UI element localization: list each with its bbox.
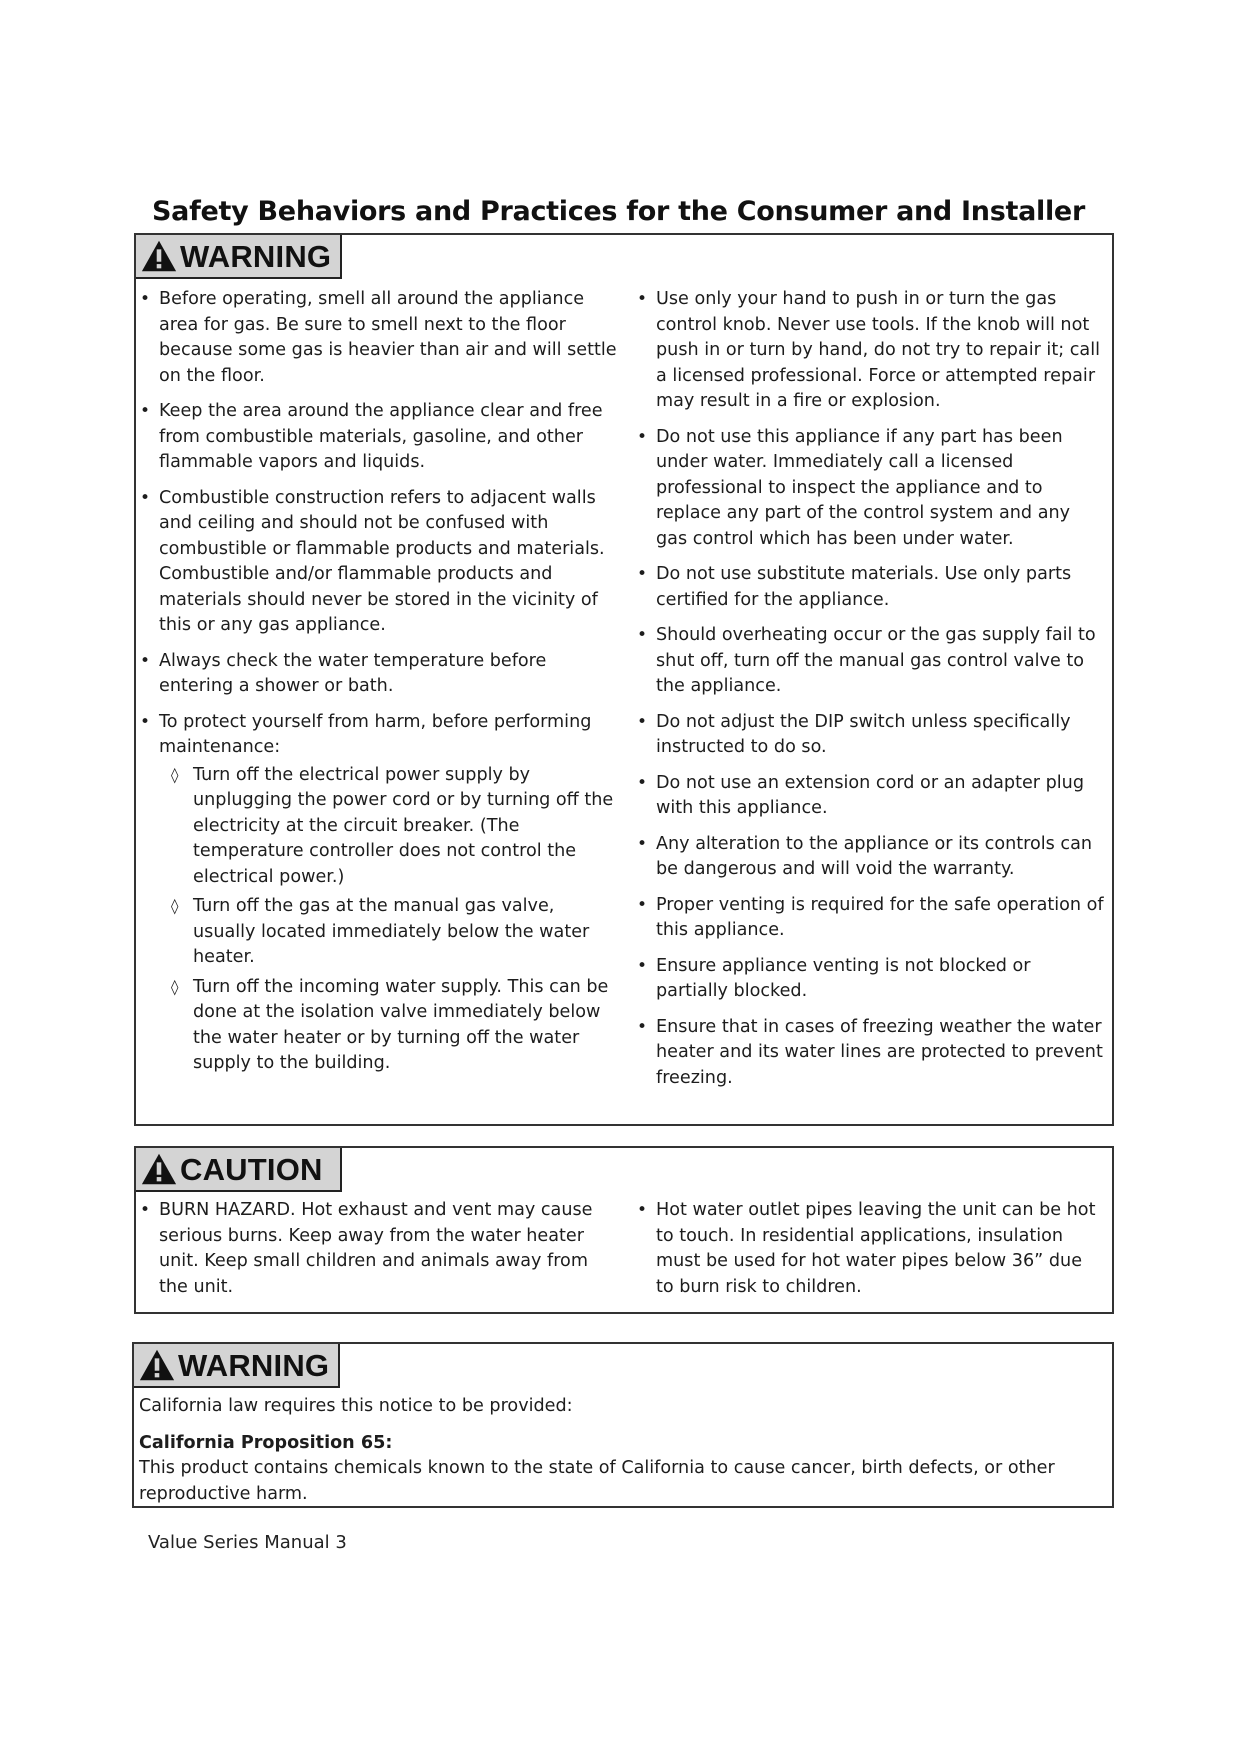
list-item: • Do not use an extension cord or an adapter plug with this appliance. (633, 771, 1105, 822)
sub-list-item: ◊ Turn off the electrical power supply by unplugging the power cord or by turning off the electricity at the circuit breaker. (The temperature controller does not control the electrical power.) (159, 763, 621, 891)
list-item: • Any alteration to the appliance or its controls can be dangerous and will void the warranty. (633, 832, 1105, 883)
list-item: • Use only your hand to push in or turn the gas control knob. Never use tools. If the knob will not push in or turn by hand, do not try to repair it; call a licensed professional. Force or attempted repair may result in a fire or explosion. (633, 287, 1105, 415)
prop65-box (132, 1342, 1114, 1508)
caution-triangle-icon (140, 1151, 178, 1187)
prop65-body: This product contains chemicals known to the state of California to cause cancer, birth defects, or other reproductive harm. (139, 1458, 1055, 1504)
page-footer: Value Series Manual 3 (148, 1532, 347, 1553)
prop65-heading: California Proposition 65: (139, 1432, 393, 1453)
list-item: • Before operating, smell all around the appliance area for gas. Be sure to smell next to the floor because some gas is heavier than air and will settle on the floor. (136, 287, 621, 389)
list-item: • Ensure appliance venting is not blocked or partially blocked. (633, 954, 1105, 1005)
caution-box (134, 1146, 1114, 1314)
caution-header (136, 1148, 342, 1192)
warning-triangle-icon (140, 238, 178, 274)
prop65-content (139, 1394, 1094, 1507)
list-item: • Do not use substitute materials. Use only parts certified for the appliance. (633, 562, 1105, 613)
list-item: • Always check the water temperature before entering a shower or bath. (136, 649, 621, 700)
warning-left-column (136, 287, 621, 1087)
page-title: Safety Behaviors and Practices for the Consumer and Installer (152, 196, 1085, 227)
list-item: • BURN HAZARD. Hot exhaust and vent may cause serious burns. Keep away from the water heater unit. Keep small children and animals away from the unit. (136, 1198, 606, 1300)
list-item: • Combustible construction refers to adjacent walls and ceiling and should not be confused with combustible or flammable products and materials. Combustible and/or flammable products and materials should never be stored in the vicinity of this or any gas appliance. (136, 486, 621, 639)
prop65-signal-word: WARNING (178, 1347, 330, 1383)
caution-signal-word: CAUTION (180, 1151, 323, 1187)
warning-header (136, 235, 342, 279)
list-item (136, 710, 621, 1077)
warning-right-column (633, 287, 1105, 1101)
prop65-intro: California law requires this notice to be provided: (139, 1396, 573, 1416)
sub-list-item: ◊ Turn off the gas at the manual gas valve, usually located immediately below the water heater. (159, 894, 621, 971)
list-item: • Proper venting is required for the safe operation of this appliance. (633, 893, 1105, 944)
prop65-header (134, 1344, 340, 1388)
list-item: • Keep the area around the appliance clear and free from combustible materials, gasoline, and other flammable vapors and liquids. (136, 399, 621, 476)
list-item: • Do not use this appliance if any part has been under water. Immediately call a licensed professional to inspect the appliance and to replace any part of the control system and any gas control which has been under water. (633, 425, 1105, 553)
warning-box (134, 233, 1114, 1126)
list-item: • Ensure that in cases of freezing weather the water heater and its water lines are protected to prevent freezing. (633, 1015, 1105, 1092)
caution-right-column (633, 1198, 1103, 1310)
list-item: • Do not adjust the DIP switch unless specifically instructed to do so. (633, 710, 1105, 761)
list-item: • Should overheating occur or the gas supply fail to shut off, turn off the manual gas control valve to the appliance. (633, 623, 1105, 700)
list-item: • Hot water outlet pipes leaving the unit can be hot to touch. In residential applications, insulation must be used for hot water pipes below 36” due to burn risk to children. (633, 1198, 1103, 1300)
sub-list-item: ◊ Turn off the incoming water supply. This can be done at the isolation valve immediately below the water heater or by turning off the water supply to the building. (159, 975, 621, 1077)
warning-triangle-icon (138, 1347, 176, 1383)
warning-signal-word: WARNING (180, 238, 332, 274)
caution-left-column (136, 1198, 606, 1310)
maintenance-intro: To protect yourself from harm, before performing maintenance: (159, 711, 592, 757)
